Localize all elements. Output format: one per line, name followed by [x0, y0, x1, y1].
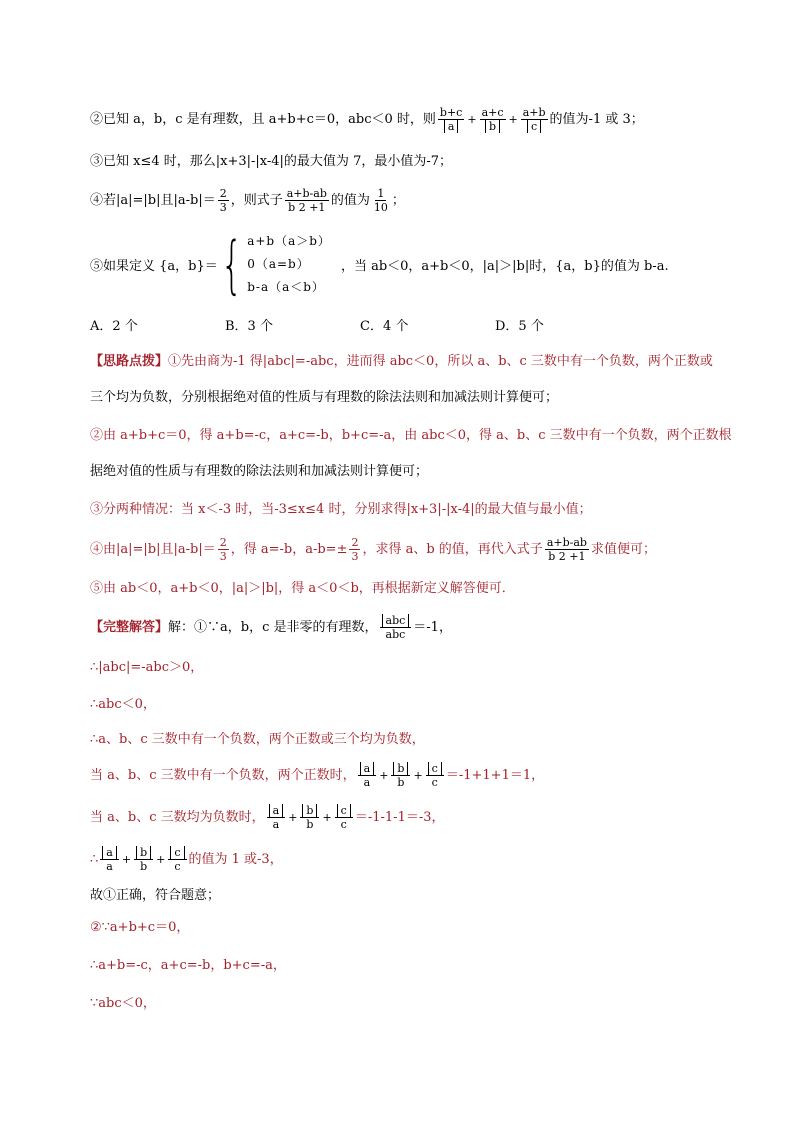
answer-line-8: 故①正确，符合题意； [90, 888, 221, 903]
hint-line-5: ③分两种情况：当 x＜-3 时，当-3≤x≤4 时，分别求得|x+3|-|x-4|的最大值与最小值； [90, 502, 592, 517]
fraction: $\frac{2}{3}$ [219, 187, 227, 214]
hint-tag: 【思路点拨】 [90, 354, 169, 369]
fraction: $\frac{2}{3}$ [351, 536, 359, 563]
hint-line-4: 据绝对值的性质与有理数的除法法则和加减法则计算便可； [90, 464, 429, 479]
brace-icon: { [220, 227, 243, 301]
answer-line-7: ∴ $\frac{a}{a}$ + $\frac{b}{b}$ + $\frac{c}{c}$ 的值为 1 或-3， [90, 846, 283, 873]
fraction: $\frac{a}{a}$ [358, 762, 377, 789]
hint-line-6: ④由|a|=|b|且|a-b|＝ $\frac{2}{3}$ ，得 a=-b，a-b=± $\frac{2}{3}$ ，求得 a、b 的值，再代入式子 $\frac{a+b-ab}{b 2 +1}$ 求值便可； [90, 536, 656, 563]
answer-line-10: ∴a+b=-c，a+c=-b，b+c=-a， [90, 958, 286, 973]
option-a: A．2 个 [90, 319, 138, 334]
hint-line-7: ⑤由 ab＜0，a+b＜0，|a|＞|b|，得 a＜0＜b，再根据新定义解答便可． [90, 581, 515, 596]
answer-line-5: 当 a、b、c 三数中有一个负数，两个正数时， $\frac{a}{a}$ + $\frac{b}{b}$ + $\frac{c}{c}$ ＝-1+1+1＝1， [90, 762, 545, 789]
fraction: $\frac{c}{c}$ [335, 804, 353, 831]
fraction: $\frac{b}{b}$ [300, 804, 319, 831]
hint-line-2: 三个均为负数，分别根据绝对值的性质与有理数的除法法则和加减法则计算便可； [90, 390, 559, 405]
statement-2: ②已知 a，b，c 是有理数，且 a+b+c＝0，abc＜0 时，则 $\frac{b+c}{a}$ + $\frac{a+c}{b}$ + $\frac{a+b}{c}$ 的值为-1 或 3； [90, 106, 644, 133]
answer-line-2: ∴|abc|=-abc＞0， [90, 660, 204, 675]
statement-3: ③已知 x≤4 时，那么|x+3|-|x-4|的最大值为 7，最小值为-7； [90, 154, 453, 169]
fraction: $\frac{a+c}{b}$ [481, 106, 504, 133]
answer-options [90, 315, 730, 334]
fraction: $\frac{c}{c}$ [426, 762, 444, 789]
fraction: $\frac{b}{b}$ [391, 762, 410, 789]
answer-line-1: 【完整解答】 解：①∵a，b，c 是非零的有理数， $\frac{\text{abc}}{\text{abc}}$ ＝-1， [90, 614, 452, 641]
fraction: $\frac{1}{10}$ [373, 187, 388, 214]
piecewise-cases: a+b（a＞b） 0（a=b） b-a（a＜b） [247, 234, 331, 294]
hint-line-1: 【思路点拨】 ①先由商为-1 得|abc|=-abc，进而得 abc＜0，所以 a、b、c 三数中有一个负数，两个正数或 [90, 352, 713, 372]
answer-tag: 【完整解答】 [90, 619, 169, 635]
answer-line-9: ②∵a+b+c＝0， [90, 920, 190, 935]
answer-line-3: ∴abc＜0， [90, 697, 156, 712]
option-b: B．3 个 [225, 319, 273, 334]
fraction: $\frac{a+b}{c}$ [522, 106, 546, 133]
answer-line-6: 当 a、b、c 三数均为负数时， $\frac{a}{a}$ + $\frac{b}{b}$ + $\frac{c}{c}$ ＝-1-1-1＝-3， [90, 804, 445, 831]
fraction: $\frac{b+c}{a}$ [439, 106, 463, 133]
fraction: $\frac{a+b-ab}{b 2 +1}$ [546, 536, 587, 563]
fraction: $\frac{a}{a}$ [100, 846, 119, 873]
hint-line-3: ②由 a+b+c＝0，得 a+b=-c，a+c=-b，b+c=-a，由 abc＜0，得 a、b、c 三数中有一个负数，两个正数根 [90, 428, 732, 443]
fraction: $\frac{2}{3}$ [219, 536, 227, 563]
answer-line-4: ∴a、b、c 三数中有一个负数，两个正数或三个均为负数， [90, 732, 425, 747]
fraction: $\frac{c}{c}$ [168, 846, 186, 873]
fraction: $\frac{b}{b}$ [134, 846, 153, 873]
option-c: C．4 个 [360, 319, 409, 334]
fraction: $\frac{a+b-ab}{b 2 +1}$ [286, 187, 327, 214]
statement-5: ⑤如果定义 {a，b}＝ { a+b（a＞b） 0（a=b） b-a（a＜b） ，当 ab＜0，a+b＜0，|a|＞|b|时，{a，b}的值为 b-a. [90, 227, 669, 301]
answer-line-11: ∵abc＜0， [90, 996, 156, 1011]
fraction: $\frac{\text{abc}}{\text{abc}}$ [380, 614, 412, 641]
option-d: D．5 个 [495, 319, 544, 334]
fraction: $\frac{a}{a}$ [267, 804, 286, 831]
statement-4: ④若|a|=|b|且|a-b|＝ $\frac{2}{3}$ ，则式子 $\frac{a+b-ab}{b 2 +1}$ 的值为 $\frac{1}{10}$ ； [90, 187, 405, 214]
